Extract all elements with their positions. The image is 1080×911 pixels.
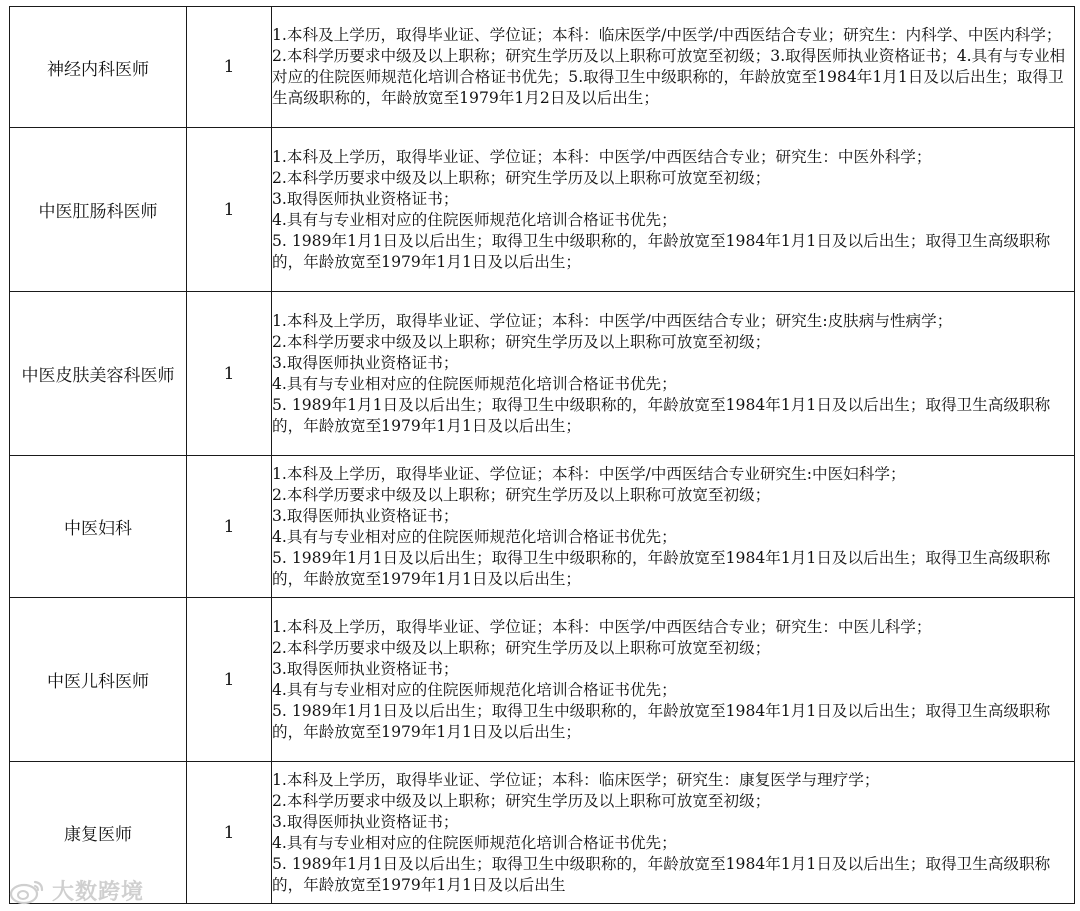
requirement-line: 2.本科学历要求中级及以上职称；研究生学历及以上职称可放宽至初级； [272, 791, 771, 810]
table-row [10, 456, 1075, 598]
count-cell: 1 [187, 292, 272, 456]
table-row [10, 128, 1075, 292]
requirement-line: 4.具有与专业相对应的住院医师规范化培训合格证书优先； [272, 527, 677, 546]
weibo-icon [8, 877, 46, 905]
watermark [8, 875, 144, 906]
requirement-line: 5. 1989年1月1日及以后出生；取得卫生中级职称的，年龄放宽至1984年1月1日及以后出生；取得卫生高级职称的，年龄放宽至1979年1月1日及以后出生； [272, 548, 1051, 588]
requirement-line: 1.本科及上学历，取得毕业证、学位证；本科：临床医学/中医学/中西医结合专业；研究生：内科学、中医内科学；2.本科学历要求中级及以上职称；研究生学历及以上职称可放宽至初级；3.取得医师执业资格证书；4.具有与专业相对应的住院医师规范化培训合格证书优先；5.取得卫生中级职称的，年龄放宽至1984年1月1日及以后出生；取得卫生高级职称的，年龄放宽至1979年1月2日及以后出生； [272, 26, 1066, 107]
requirements-cell [272, 128, 1075, 292]
requirements-cell [272, 762, 1075, 904]
position-cell: 中医皮肤美容科医师 [10, 292, 187, 456]
watermark-text: 大数跨境 [52, 880, 145, 905]
requirement-line: 5. 1989年1月1日及以后出生；取得卫生中级职称的，年龄放宽至1984年1月1日及以后出生；取得卫生高级职称的，年龄放宽至1979年1月1日及以后出生 [272, 854, 1051, 894]
requirement-line: 2.本科学历要求中级及以上职称；研究生学历及以上职称可放宽至初级； [272, 332, 771, 351]
requirement-line: 3.取得医师执业资格证书； [272, 189, 459, 208]
position-cell: 康复医师 [10, 762, 187, 904]
count-cell: 1 [187, 128, 272, 292]
requirement-line: 1.本科及上学历，取得毕业证、学位证；本科：中医学/中西医结合专业；研究生：中医儿科学； [272, 617, 932, 636]
requirement-line: 1.本科及上学历，取得毕业证、学位证；本科：中医学/中西医结合专业；研究生:皮肤病与性病学； [272, 311, 953, 330]
requirement-line: 2.本科学历要求中级及以上职称；研究生学历及以上职称可放宽至初级； [272, 168, 771, 187]
requirement-line: 2.本科学历要求中级及以上职称；研究生学历及以上职称可放宽至初级； [272, 638, 771, 657]
requirement-line: 4.具有与专业相对应的住院医师规范化培训合格证书优先； [272, 374, 677, 393]
requirement-line: 4.具有与专业相对应的住院医师规范化培训合格证书优先； [272, 680, 677, 699]
position-cell: 神经内科医师 [10, 7, 187, 128]
requirement-line: 1.本科及上学历，取得毕业证、学位证；本科：中医学/中西医结合专业研究生:中医妇科学； [272, 464, 906, 483]
requirements-cell [272, 292, 1075, 456]
requirement-line: 1.本科及上学历，取得毕业证、学位证；本科：临床医学；研究生：康复医学与理疗学； [272, 770, 880, 789]
requirement-line: 5. 1989年1月1日及以后出生；取得卫生中级职称的，年龄放宽至1984年1月1日及以后出生；取得卫生高级职称的，年龄放宽至1979年1月1日及以后出生； [272, 701, 1051, 741]
requirement-line: 2.本科学历要求中级及以上职称；研究生学历及以上职称可放宽至初级； [272, 485, 771, 504]
count-cell: 1 [187, 762, 272, 904]
count-cell: 1 [187, 598, 272, 762]
position-cell: 中医肛肠科医师 [10, 128, 187, 292]
requirements-cell [272, 598, 1075, 762]
requirement-line: 4.具有与专业相对应的住院医师规范化培训合格证书优先； [272, 833, 677, 852]
requirement-line: 5. 1989年1月1日及以后出生；取得卫生中级职称的，年龄放宽至1984年1月1日及以后出生；取得卫生高级职称的，年龄放宽至1979年1月1日及以后出生； [272, 231, 1051, 271]
requirement-line: 1.本科及上学历，取得毕业证、学位证；本科：中医学/中西医结合专业；研究生：中医外科学； [272, 147, 932, 166]
requirements-cell [272, 7, 1075, 128]
requirement-line: 3.取得医师执业资格证书； [272, 353, 459, 372]
requirement-line: 3.取得医师执业资格证书； [272, 506, 459, 525]
table-row [10, 598, 1075, 762]
position-cell: 中医妇科 [10, 456, 187, 598]
table-row [10, 292, 1075, 456]
requirement-line: 4.具有与专业相对应的住院医师规范化培训合格证书优先； [272, 210, 677, 229]
count-cell: 1 [187, 456, 272, 598]
job-requirements-table [9, 6, 1075, 904]
count-cell: 1 [187, 7, 272, 128]
requirement-line: 5. 1989年1月1日及以后出生；取得卫生中级职称的，年龄放宽至1984年1月1日及以后出生；取得卫生高级职称的，年龄放宽至1979年1月1日及以后出生； [272, 395, 1051, 435]
table-row [10, 762, 1075, 904]
position-cell: 中医儿科医师 [10, 598, 187, 762]
requirement-line: 3.取得医师执业资格证书； [272, 812, 459, 831]
table-row [10, 7, 1075, 128]
requirements-cell [272, 456, 1075, 598]
table-body [10, 7, 1075, 904]
requirement-line: 3.取得医师执业资格证书； [272, 659, 459, 678]
